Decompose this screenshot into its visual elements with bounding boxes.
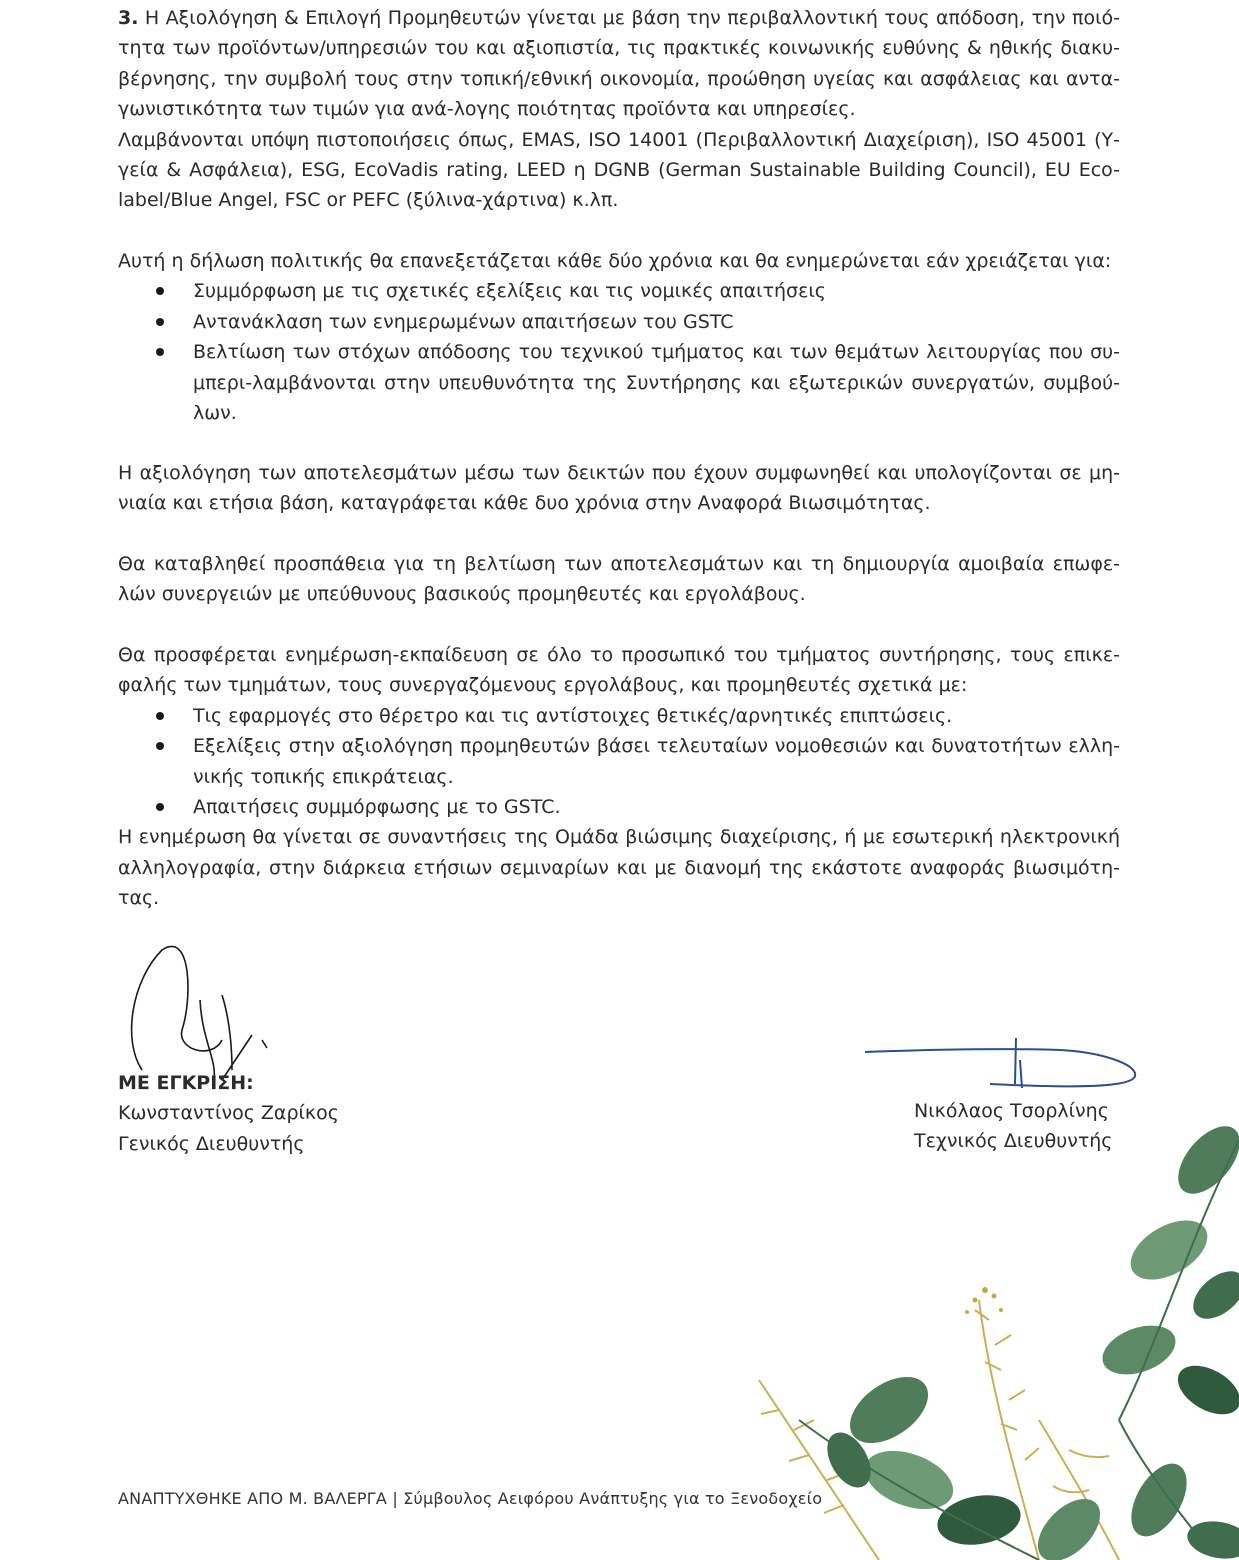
review-bullet-list	[118, 276, 1120, 428]
list-item: Βελτίωση των στόχων απόδοσης του τεχνικού τμήματος και των θεμάτων λειτουργίας που συ-μπερι-λαμβάνονται στην υπευθυνότητα της Συντήρησης και εξωτερικών συνεργατών, συμβού-λων.	[118, 337, 1120, 428]
signature-block-left	[118, 1068, 339, 1159]
list-item: Αντανάκλαση των ενημερωμένων απαιτήσεων του GSTC	[118, 307, 1120, 337]
list-item: Εξελίξεις στην αξιολόγηση προμηθευτών βάσει τελευταίων νομοθεσιών και δυνατοτήτων ελλη-νικής τοπικής επικράτειας.	[118, 731, 1120, 792]
training-section	[118, 640, 1120, 914]
bullet-icon	[156, 348, 164, 356]
list-item: Τις εφαρμογές στο θέρετρο και τις αντίστοιχες θετικές/αρνητικές επιπτώσεις.	[118, 701, 1120, 731]
section-3-paragraph	[118, 3, 1120, 125]
signatory-name-right: Νικόλαος Τσορλίνης	[914, 1100, 1109, 1122]
approval-label: ΜΕ ΕΓΚΡΙΣΗ:	[118, 1072, 254, 1094]
bullet-icon	[156, 318, 164, 326]
bullet-icon	[156, 287, 164, 295]
certifications-paragraph: Λαμβάνονται υπόψη πιστοποιήσεις όπως, EMAS, ISO 14001 (Περιβαλλοντική Διαχείριση), ISO 45001 (Υ-γεία & Ασφάλεια), ESG, EcoVadis rating, LEED η DGNB (German Sustainable Building Council), EU Eco-label/Blue Angel, FSC or PEFC (ξύλινα-χάρτινα) κ.λπ.	[118, 128, 1120, 212]
bullet-icon	[156, 712, 164, 720]
signatory-title-left: Γενικός Διευθυντής	[118, 1132, 305, 1155]
review-section	[118, 246, 1120, 428]
bullet-icon	[156, 803, 164, 811]
evaluation-paragraph: Η αξιολόγηση των αποτελεσμάτων μέσω των δεικτών που έχουν συμφωνηθεί και υπολογίζονται σε μη-νιαία και ετήσια βάση, καταγράφεται κάθε δυο χρόνια στην Αναφορά Βιωσιμότητας.	[118, 462, 1120, 515]
section-3	[118, 3, 1120, 216]
list-item: Απαιτήσεις συμμόρφωσης με το GSTC.	[118, 792, 1120, 822]
training-bullet-list	[118, 701, 1120, 823]
page-footer: ΑΝΑΠΤΥΧΘΗΚΕ ΑΠΟ Μ. ΒΑΛΕΡΓΑ | Σύμβουλος Αειφόρου Ανάπτυξης για το Ξενοδοχείο	[118, 1489, 823, 1508]
signatory-title-right: Τεχνικός Διευθυντής	[914, 1130, 1113, 1153]
bullet-icon	[156, 742, 164, 750]
section-3-text: Η Αξιολόγηση & Επιλογή Προμηθευτών γίνεται με βάση την περιβαλλοντική τους απόδοση, την ποιό-τητα των προϊόντων/υπηρεσιών του και αξιοπιστία, τις πρακτικές κοινωνικής ευθύνης & ηθικής διακυ-βέρνησης, την συμβολή τους στην τοπική/εθνική οικονομία, προώθηση υγείας και ασφάλειας και αντα-γωνιστικότητα των τιμών για ανά-λογης ποιότητας προϊόντα και υπηρεσίες.	[118, 7, 1120, 121]
evaluation-section	[118, 458, 1120, 519]
review-intro: Αυτή η δήλωση πολιτικής θα επανεξετάζεται κάθε δύο χρόνια και θα ενημερώνεται εάν χρειάζεται για:	[118, 250, 1112, 272]
list-item: Συμμόρφωση με τις σχετικές εξελίξεις και τις νομικές απαιτήσεις	[118, 276, 1120, 306]
effort-paragraph: Θα καταβληθεί προσπάθεια για τη βελτίωση των αποτελεσμάτων και τη δημιουργία αμοιβαία επωφε-λών συνεργειών με υπεύθυνους βασικούς προμηθευτές και εργολάβους.	[118, 553, 1120, 606]
training-closing: Η ενημέρωση θα γίνεται σε συναντήσεις της Ομάδα βιώσιμης διαχείρισης, ή με εσωτερική ηλεκτρονική αλληλογραφία, στην διάρκεια ετήσιων σεμιναρίων και με διανομή της εκάστοτε αναφοράς βιωσιμότη-τας.	[118, 826, 1120, 910]
signature-right	[860, 1030, 1150, 1100]
signature-block-right	[914, 1096, 1112, 1157]
section-3-number: 3.	[118, 7, 139, 29]
signatory-name-left: Κωνσταντίνος Ζαρίκος	[118, 1102, 339, 1125]
training-intro: Θα προσφέρεται ενημέρωση-εκπαίδευση σε όλο το προσωπικό του τμήματος συντήρησης, τους επικε-φαλής των τμημάτων, τους συνεργαζόμενους εργολάβους, και προμηθευτές σχετικά με:	[118, 644, 1120, 697]
effort-section	[118, 549, 1120, 610]
